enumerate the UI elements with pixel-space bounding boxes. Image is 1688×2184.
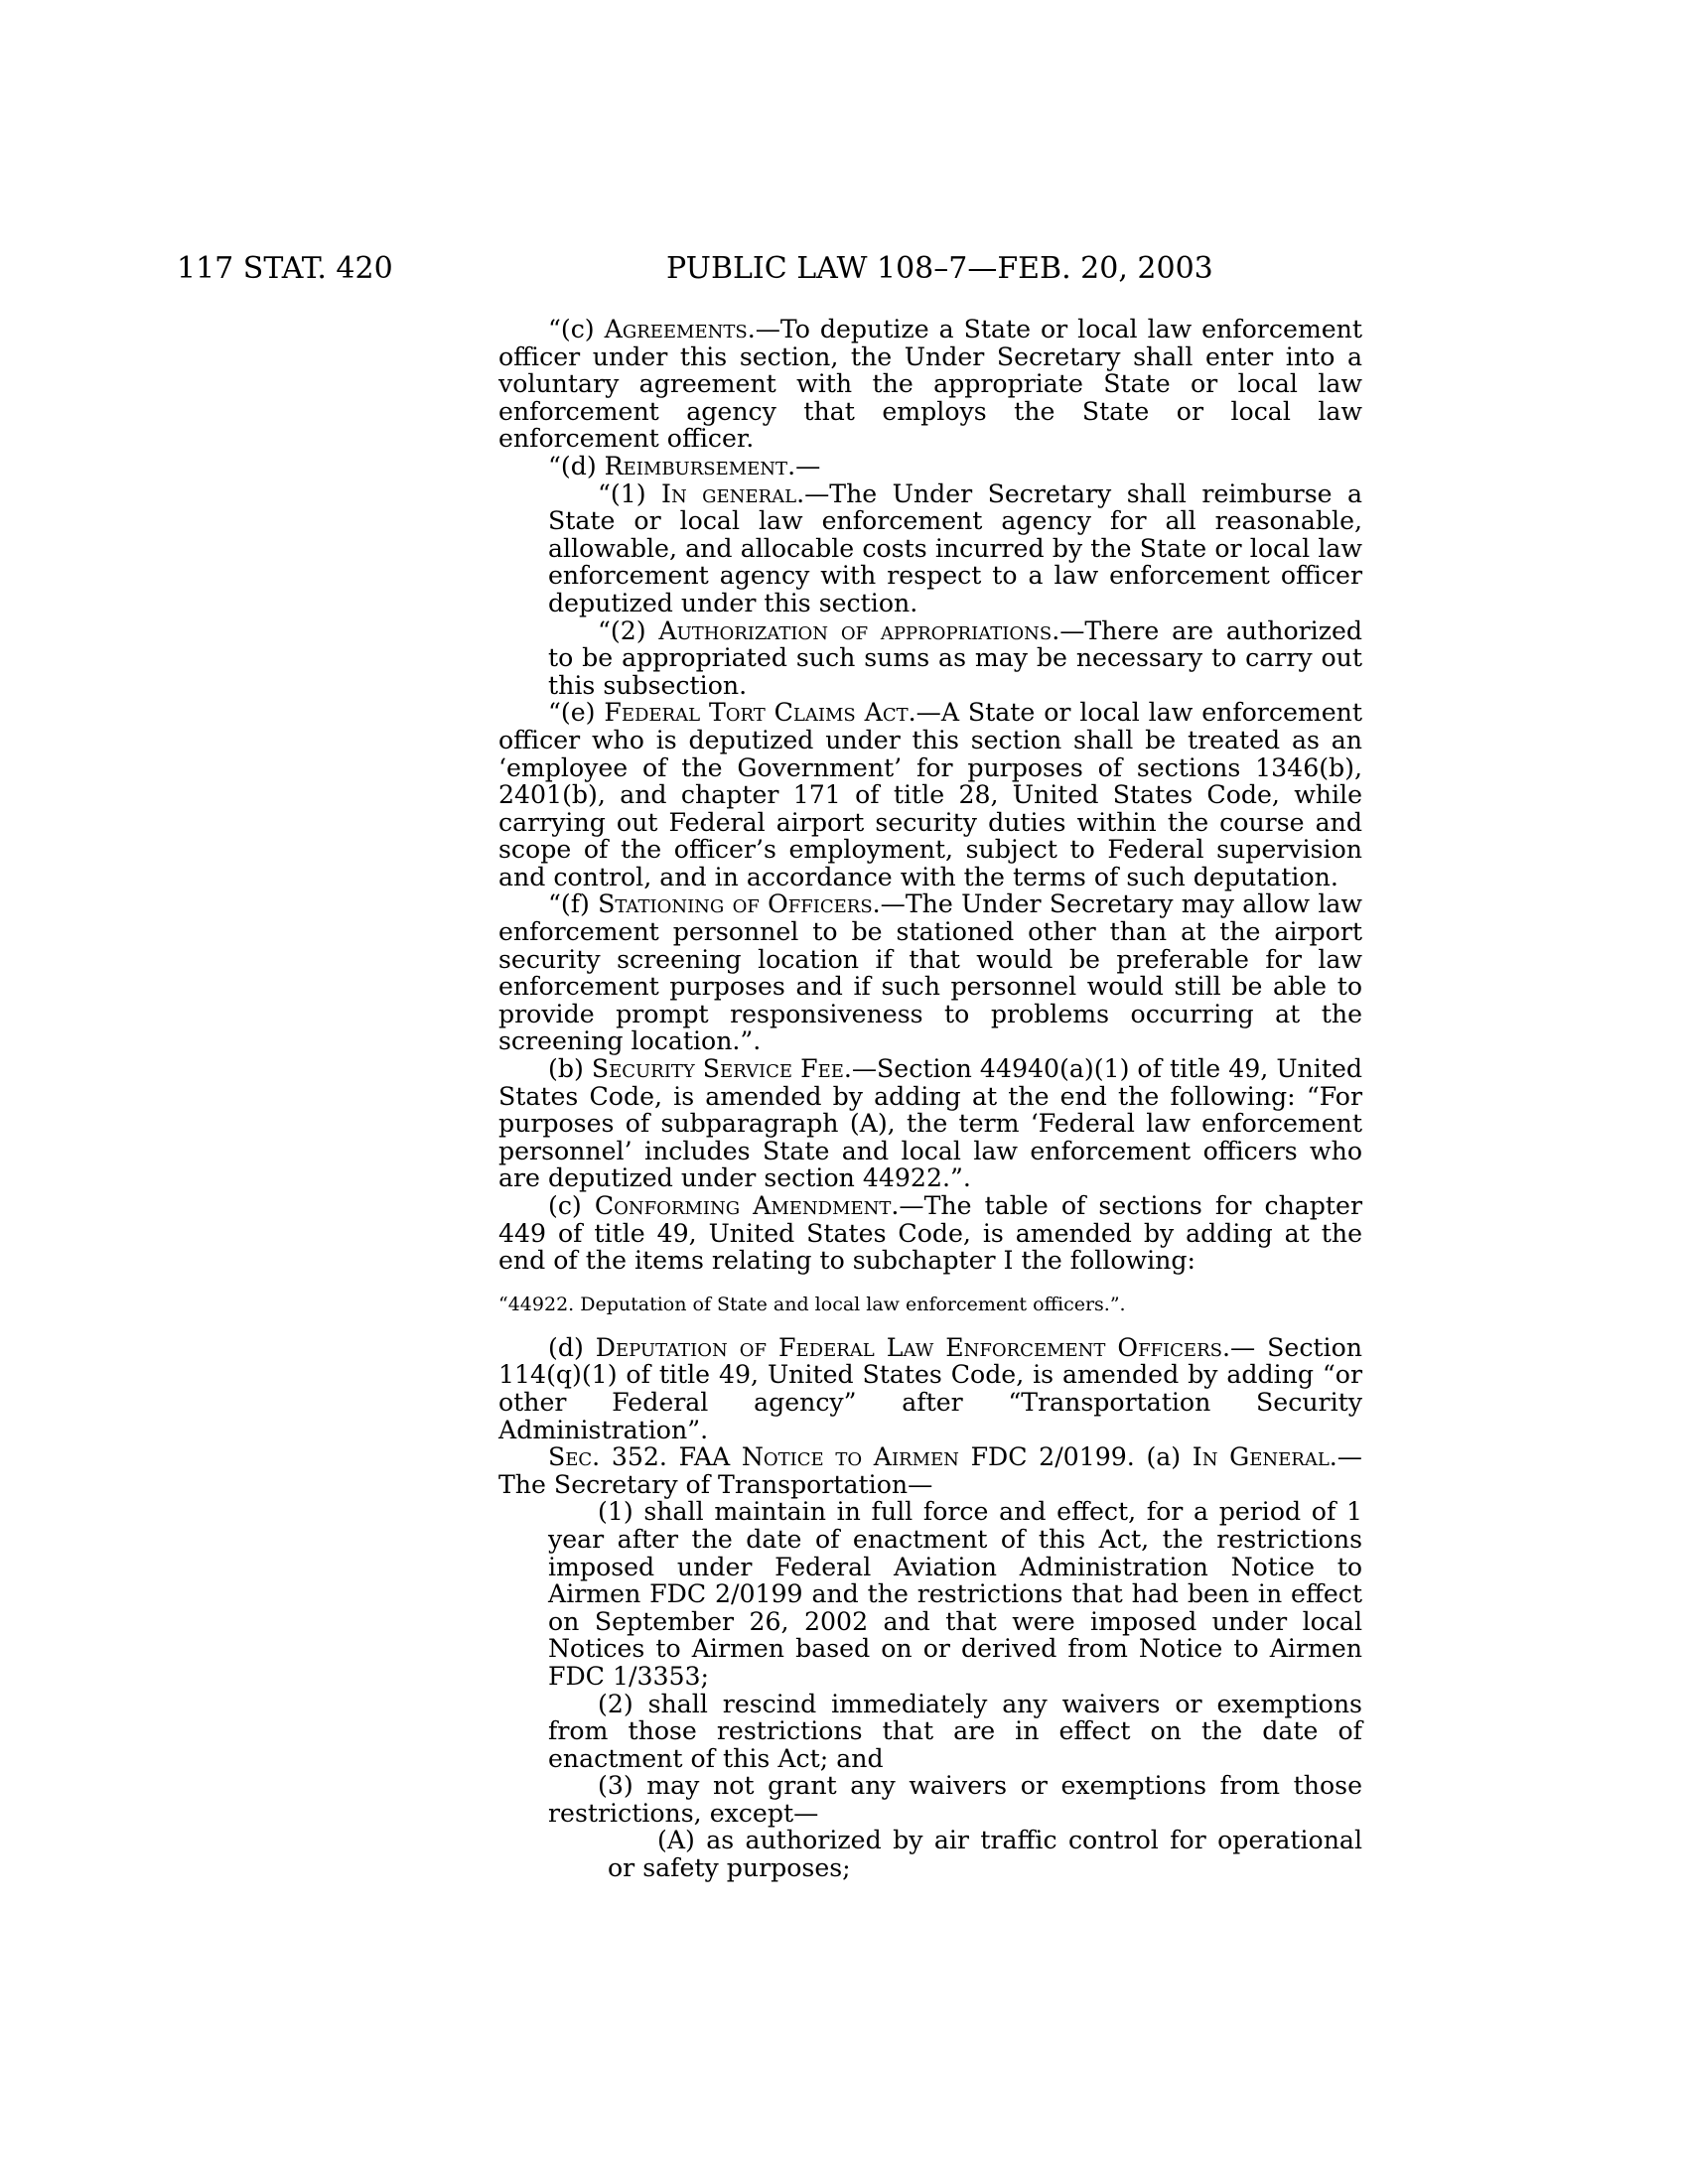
caption-reimbursement: Reimbursement [604,451,788,480]
paragraph-b-security-fee: (b) Security Service Fee.—Section 44940(a)(1) of title 49, United States Code, is amended by adding at the end the following: “For purposes of subparagraph (A), the term ‘Federal law enforcement personnel’ includes State and local law enforcement officers who are deputized under section 44922.”. [498,1054,1362,1193]
list-item-a: (A) as authorized by air traffic control for operational or safety purposes; [608,1826,1362,1883]
caption-in-general: In general [661,478,797,508]
caption-authorization: Authorization of appropriations [658,615,1053,645]
caption-faa-notice: FAA Notice to Airmen FDC 2/0199 [678,1442,1127,1472]
paragraph-c-conforming: (c) Conforming Amendment.—The table of sections for chapter 449 of title 49, United States Code, is amended by adding at the end of the items relating to subchapter I the following: [498,1191,1362,1276]
caption-tort-claims: Federal Tort Claims Act [604,698,909,728]
paragraph-d2-authorization: “(2) Authorization of appropriations.—There are authorized to be appropriated such sums as may be necessary to carry out this subsection. [548,615,1363,700]
paragraph-d1-in-general: “(1) In general.—The Under Secretary shall reimburse a State or local law enforcement agency for all reasonable, allowable, and allocable costs incurred by the State or local law enforcement agency with respect to a law enforcement officer deputized under this section. [548,478,1363,617]
statute-page-number: 117 STAT. 420 [177,251,393,286]
paragraph-d-deputation: (d) Deputation of Federal Law Enforcement Officers.— Section 114(q)(1) of title 49, United States Code, is amended by adding “or other Federal agency” after “Transportation Security Administration”. [498,1332,1362,1444]
caption-agreements: Agreements [604,315,748,343]
public-law-date: PUBLIC LAW 108–7—FEB. 20, 2003 [666,251,1213,286]
paragraph-f-stationing: “(f) Stationing of Officers.—The Under Secretary may allow law enforcement personnel to be stationed other than at the airport security screening location if that would be preferable for law enforcement purposes and if such personnel would still be able to provide prompt responsiveness to problems occurring at the screening location.”. [498,889,1362,1056]
paragraph-c-agreements: “(c) Agreements.—To deputize a State or local law enforcement officer under this section, the Under Secretary shall enter into a voluntary agreement with the appropriate State or local law enforcement agency that employs the State or local law enforcement officer. [498,315,1362,454]
caption-in-general-a: In General [1192,1442,1330,1472]
document-body [498,316,1362,1882]
paragraph-sec-352: Sec. 352. FAA Notice to Airmen FDC 2/0199. (a) In General.—The Secretary of Transportation— [498,1442,1362,1499]
caption-stationing: Stationing of Officers [598,889,873,919]
caption-security-fee: Security Service Fee [591,1054,844,1084]
table-of-sections-entry: “44922. Deputation of State and local law enforcement officers.”. [498,1293,1126,1315]
page-header [0,251,1688,291]
list-item-3: (3) may not grant any waivers or exemptions from those restrictions, except— [548,1771,1362,1828]
paragraph-e-tort-claims: “(e) Federal Tort Claims Act.—A State or local law enforcement officer who is deputized under this section shall be treated as an ‘employee of the Government’ for purposes of sections 1346(b), 2401(b), and chapter 171 of title 28, United States Code, while carrying out Federal airport security duties within the course and scope of the officer’s employment, subject to Federal supervision and control, and in accordance with the terms of such deputation. [498,698,1362,891]
caption-conforming: Conforming Amendment [594,1191,892,1220]
section-number: Sec. 352. [548,1442,679,1472]
paragraph-d-reimbursement: “(d) Reimbursement.— [548,451,821,480]
caption-deputation: Deputation of Federal Law Enforcement Officers [595,1332,1222,1362]
list-item-1: (1) shall maintain in full force and effect, for a period of 1 year after the date of enactment of this Act, the restrictions imposed under Federal Aviation Administration Notice to Airmen FDC 2/0199 and the restrictions that had been in effect on September 26, 2002 and that were imposed under local Notices to Airmen based on or derived from Notice to Airmen FDC 1/3353; [548,1497,1362,1691]
list-item-2: (2) shall rescind immediately any waivers or exemptions from those restrictions that are in effect on the date of enactment of this Act; and [548,1689,1362,1773]
